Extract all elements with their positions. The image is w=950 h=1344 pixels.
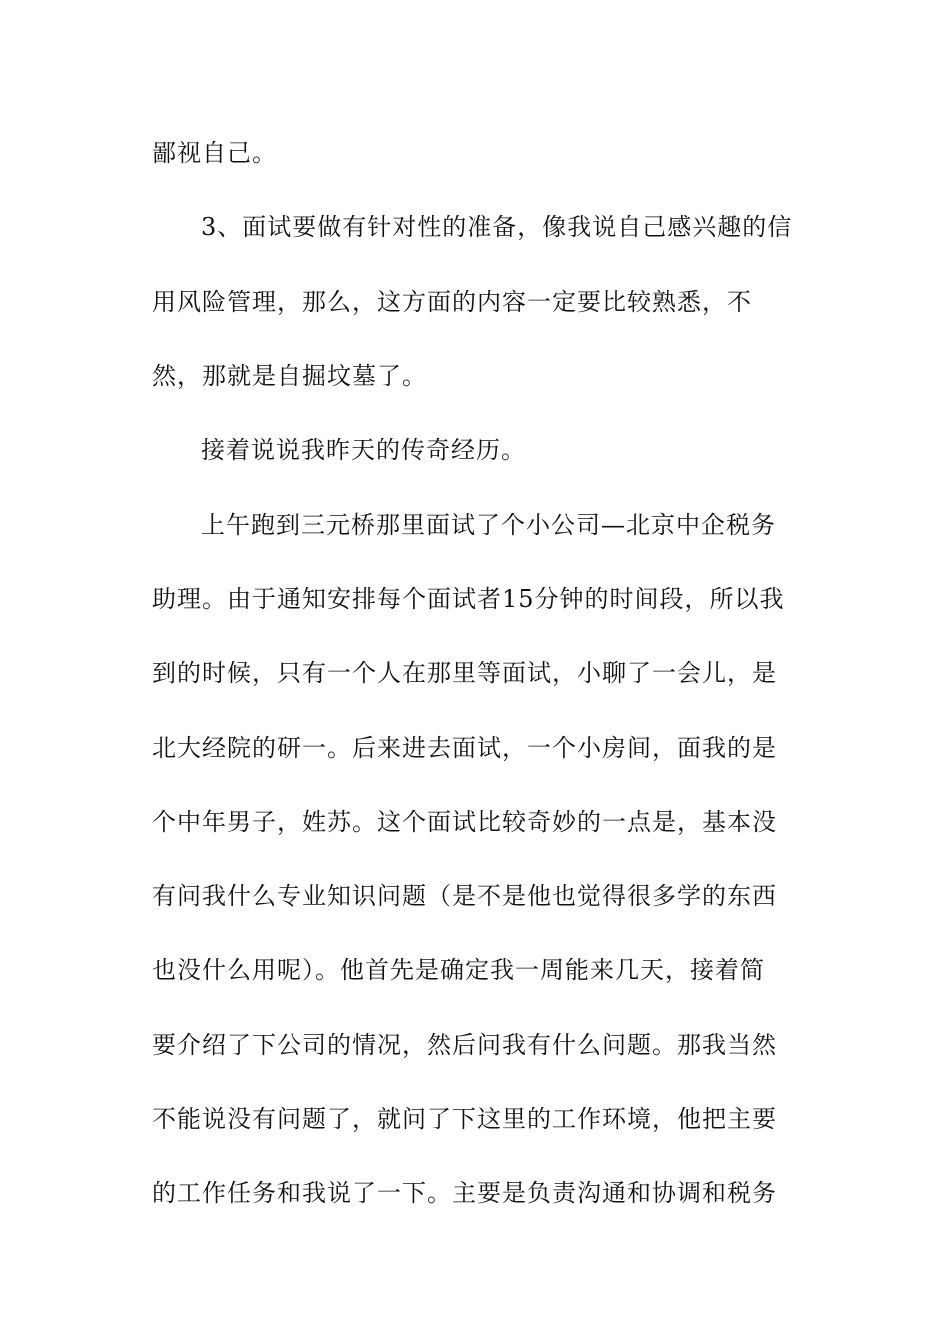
text-line: 要介绍了下公司的情况，然后问我有什么问题。那我当然: [152, 1031, 777, 1059]
text-line: 有问我什么专业知识问题（是不是他也觉得很多学的东西: [152, 882, 777, 910]
paragraph-start-line: 上午跑到三元桥那里面试了个小公司—北京中企税务: [201, 511, 776, 539]
text-line: 到的时候，只有一个人在那里等面试，小聊了一会儿，是: [152, 659, 777, 687]
paragraph-start-line: 3、面试要做有针对性的准备，像我说自己感兴趣的信: [201, 213, 793, 241]
text-line: 不能说没有问题了，就问了下这里的工作环境，他把主要: [152, 1105, 777, 1133]
text-line: 北大经院的研一。后来进去面试，一个小房间，面我的是: [152, 734, 777, 762]
text-line: 助理。由于通知安排每个面试者15分钟的时间段，所以我: [152, 585, 785, 613]
text-line: 的工作任务和我说了一下。主要是负责沟通和协调和税务: [152, 1179, 777, 1207]
text-line: 鄙视自己。: [152, 139, 277, 167]
paragraph-start-line: 接着说说我昨天的传奇经历。: [201, 436, 526, 464]
text-line: 也没什么用呢）。他首先是确定我一周能来几天，接着简: [152, 956, 765, 984]
text-line: 个中年男子，姓苏。这个面试比较奇妙的一点是，基本没: [152, 808, 777, 836]
text-line: 用风险管理，那么，这方面的内容一定要比较熟悉，不: [152, 288, 752, 316]
text-line: 然，那就是自掘坟墓了。: [152, 362, 427, 390]
